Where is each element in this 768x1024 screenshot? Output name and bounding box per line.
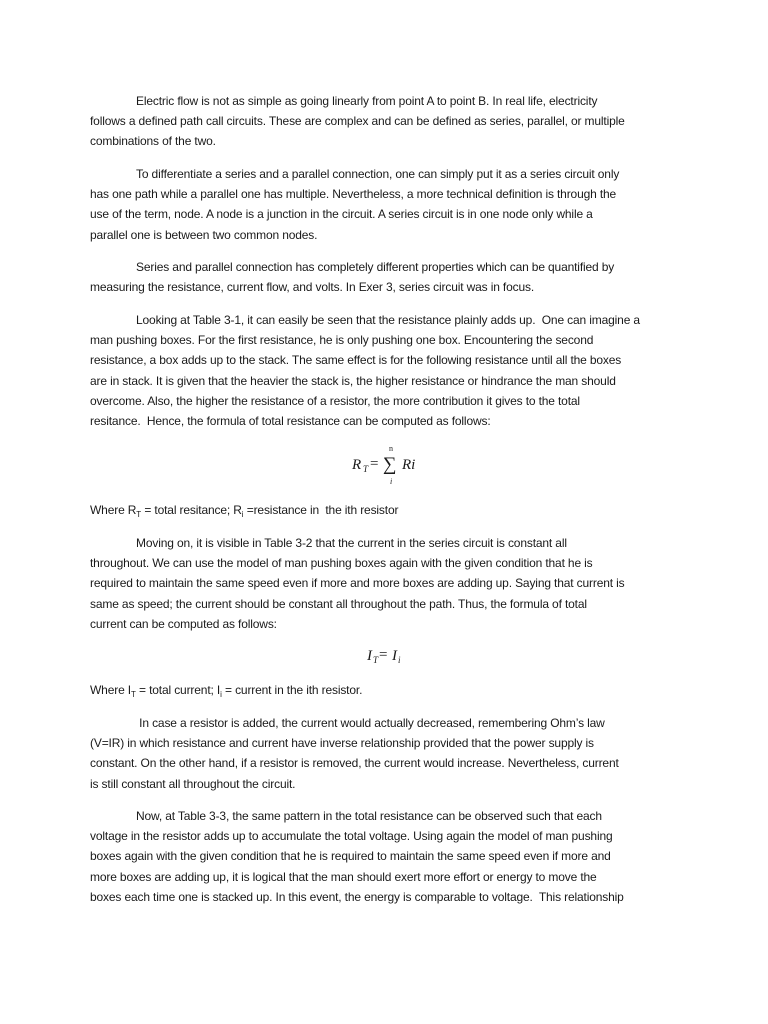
text-line: required to maintain the same speed even if more and more boxes are adding up. Saying that current is xyxy=(90,576,625,591)
text-line: boxes again with the given condition that he is required to maintain the same speed even if more and xyxy=(90,849,611,864)
where-text: Where R xyxy=(90,503,137,517)
paragraph-properties xyxy=(90,257,690,297)
text-line: man pushing boxes. For the first resistance, he is only pushing one box. Encountering the second xyxy=(90,333,594,348)
formula-lower-limit: i xyxy=(390,477,393,486)
where-text: = current in the ith resistor. xyxy=(221,683,363,697)
text-line: Looking at Table 3-1, it can easily be seen that the resistance plainly adds up. One can imagine a xyxy=(136,313,640,327)
formula-total-current xyxy=(364,647,408,669)
text-line: throughout. We can use the model of man pushing boxes again with the given condition that he is xyxy=(90,556,593,571)
where-text: = total current; I xyxy=(135,683,221,697)
formula-equals: = xyxy=(370,456,379,472)
text-line: are in stack. It is given that the heavier the stack is, the higher resistance or hindrance the man should xyxy=(90,373,616,388)
text-line: more boxes are adding up, it is logical that the man should exert more effort or energy to move the xyxy=(90,869,597,884)
text-line: Series and parallel connection has completely different properties which can be quantified by xyxy=(136,260,615,274)
where-text: =resistance in the ith resistor xyxy=(243,503,399,517)
paragraph-ohms-law xyxy=(90,713,690,794)
text-line: same as speed; the current should be constant all throughout the path. Thus, the formula of total xyxy=(90,596,587,611)
text-line: Now, at Table 3-3, the same pattern in the total resistance can be observed such that each xyxy=(136,809,602,823)
text-line: combinations of the two. xyxy=(90,134,216,149)
text-line: Electric flow is not as simple as going linearly from point A to point B. In real life, electricity xyxy=(136,94,598,108)
text-line: use of the term, node. A node is a junction in the circuit. A series circuit is in one node only while a xyxy=(90,207,593,222)
text-line: overcome. Also, the higher the resistance of a resistor, the more contribution it gives to the total xyxy=(90,393,580,408)
text-line: parallel one is between two common nodes. xyxy=(90,227,318,242)
where-resistance-definition xyxy=(90,500,398,520)
paragraph-resistance xyxy=(90,310,690,431)
where-current-definition xyxy=(90,680,362,700)
where-subscript: i xyxy=(241,510,244,519)
where-text: Where I xyxy=(90,683,131,697)
text-line: constant. On the other hand, if a resistor is removed, the current would increase. Nevertheless, current xyxy=(90,756,619,771)
where-subscript: T xyxy=(130,690,136,699)
where-text: = total resitance; R xyxy=(141,503,242,517)
formula-term-subscript: i xyxy=(398,655,401,665)
text-line: voltage in the resistor adds up to accumulate the total voltage. Using again the model of man pushing xyxy=(90,829,613,844)
text-line: follows a defined path call circuits. These are complex and can be defined as series, parallel, or multiple xyxy=(90,114,625,129)
summation-symbol: ∑ xyxy=(383,454,397,475)
text-line: boxes each time one is stacked up. In this event, the energy is comparable to voltage. This relationship xyxy=(90,889,624,904)
text-line: resitance. Hence, the formula of total resistance can be computed as follows: xyxy=(90,413,491,428)
where-subscript: T xyxy=(136,510,142,519)
formula-subscript: T xyxy=(363,464,369,474)
formula-term: Ri xyxy=(402,457,416,473)
formula-subscript: T xyxy=(373,655,379,665)
text-line: To differentiate a series and a parallel connection, one can simply put it as a series circuit only xyxy=(136,167,620,181)
text-line: resistance, a box adds up to the stack. The same effect is for the following resistance until all the boxes xyxy=(90,353,622,368)
formula-symbol: R xyxy=(352,457,362,473)
paragraph-voltage xyxy=(90,806,690,907)
text-line: has one path while a parallel one has multiple. Nevertheless, a more technical definition is through the xyxy=(90,187,617,202)
formula-symbol: I xyxy=(367,648,372,664)
paragraph-intro xyxy=(90,91,690,152)
where-subscript: i xyxy=(220,690,222,699)
paragraph-series-vs-parallel xyxy=(90,164,690,245)
formula-total-resistance xyxy=(348,443,424,489)
paragraph-current xyxy=(90,533,690,634)
text-line: current can be computed as follows: xyxy=(90,616,277,631)
formula-term: I xyxy=(392,648,397,664)
text-line: Moving on, it is visible in Table 3-2 that the current in the series circuit is constant all xyxy=(136,536,567,550)
text-line: (V=IR) in which resistance and current have inverse relationship provided that the power supply is xyxy=(90,736,594,751)
text-line: measuring the resistance, current flow, and volts. In Exer 3, series circuit was in focus. xyxy=(90,280,535,295)
text-line: In case a resistor is added, the current would actually decreased, remembering Ohm’s law xyxy=(136,716,605,730)
text-line: is still constant all throughout the circuit. xyxy=(90,776,296,791)
formula-upper-limit: n xyxy=(389,444,393,453)
formula-equals: = xyxy=(379,647,388,663)
